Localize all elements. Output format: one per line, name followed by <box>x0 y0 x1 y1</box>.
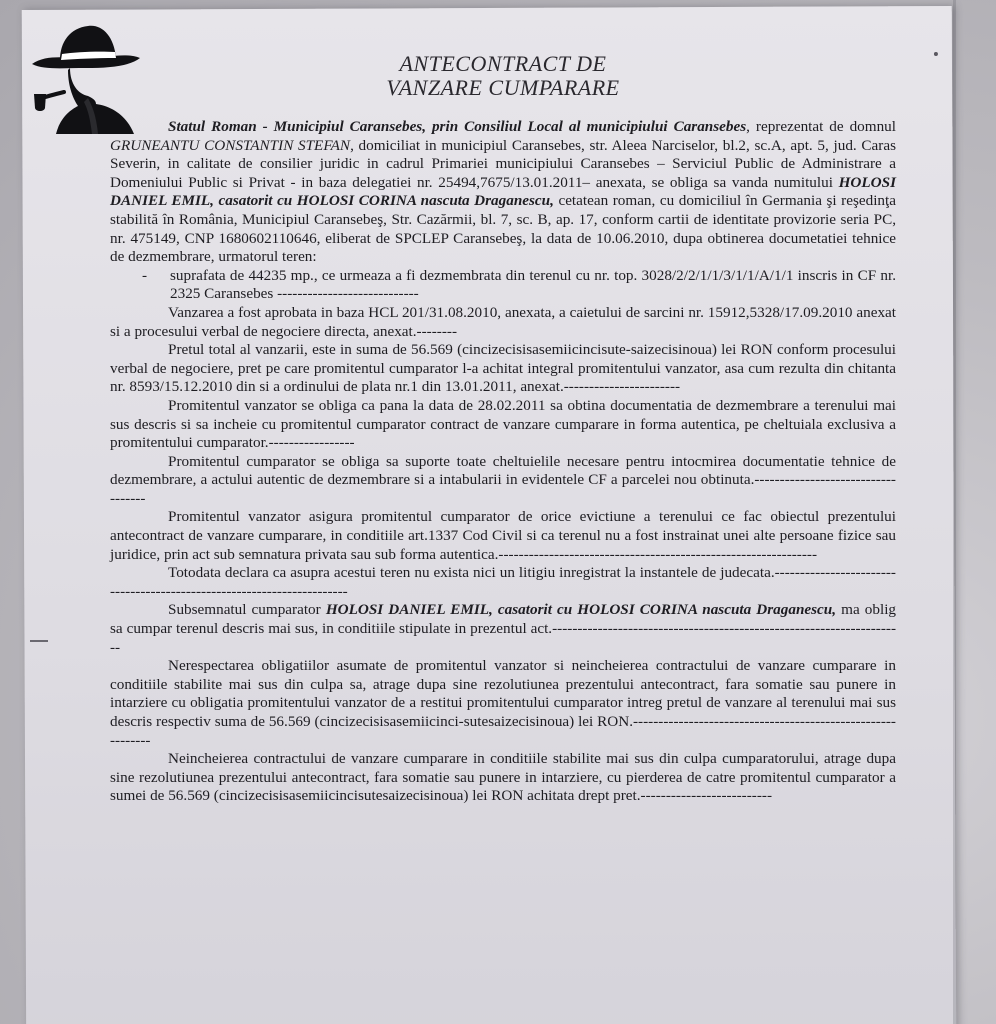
buyer-commitment-intro: Subsemnatul cumparator <box>168 601 326 619</box>
list-bullet: - <box>142 266 148 284</box>
margin-mark <box>30 640 48 642</box>
list-item <box>110 267 896 304</box>
paragraph-no-litigation: Totodata declara ca asupra acestui teren nu exista nici un litigiu inregistrat la instantele de judecata.----------------------------------------------------------------------- <box>110 564 896 600</box>
list-item-text: suprafata de 44235 mp., ce urmeaza a fi dezmembrata din terenul cu nr. top. 3028/2/2/1/1/3/1/1/A/1/1 inscris in CF nr. 2325 Caransebes ---------------------------- <box>170 266 896 303</box>
contract-body <box>110 42 896 806</box>
paragraph-parties-body-1: , domiciliat in municipiul Caransebes, str. Aleea Narciselor, bl.2, sc.A, apt. 5, jud. Caras Severin, in calitate de consilier juridic in cadrul Primariei municipiului Caransebes – Serviciul Public de Administrare a Domeniului Public si Privat - in baza delegatiei nr. 25494,7675/13.01.2011– anexata, se obliga sa vanda numitului <box>110 136 896 191</box>
seller-party: Statul Roman - Municipiul Caransebes, prin Consiliul Local al municipiului Caransebes <box>168 118 747 135</box>
title-line-1: ANTECONTRACT DE <box>399 51 607 76</box>
paragraph-price: Pretul total al vanzarii, este in suma de 56.569 (cincizecisisasemiicincisute-saizecisinoua) lei RON conform procesului verbal de negociere, pret pe care promitentul cumparator l-a achitat integral promitentului vanzator, asa cum rezulta din chitanta nr. 8593/15.12.2010 din si a ordinului de plata nr.1 din 13.01.2011, anexat.----------------------- <box>110 341 896 396</box>
title-line-2: VANZARE CUMPARARE <box>386 75 620 100</box>
buyer-commitment-rest: ma oblig sa cumpar terenul descris mai sus, in conditiile stipulate in prezentul act.---------------------------------------------------------------------- <box>110 601 897 656</box>
page-edge-shadow <box>953 0 956 1024</box>
buyer-name: HOLOSI DANIEL EMIL, casatorit cu HOLOSI CORINA nascuta Draganescu, <box>110 173 896 210</box>
document-title <box>110 52 896 100</box>
buyer-name-repeat: HOLOSI DANIEL EMIL, casatorit cu HOLOSI CORINA nascuta Draganescu, <box>325 601 837 619</box>
paragraph-buyer-commitment <box>110 601 896 657</box>
paragraph-approval: Vanzarea a fost aprobata in baza HCL 201/31.08.2010, anexata, a caietului de sarcini nr. 15912,5328/17.09.2010 anexat si a procesului verbal de negociere directa, anexat.-------- <box>110 303 896 340</box>
representative-name: GRUNEANTU CONSTANTIN STEFAN <box>110 136 351 154</box>
paragraph-seller-breach: Nerespectarea obligatiilor asumate de promitentul vanzator si neincheierea contractului de vanzare cumparare in conditiile stabilite mai sus din culpa sa, atrage dupa sine rezolutiunea prezentului antecontract, fara somatie sau punere in intarziere cu obligatia promitentului vanzator de a restitui promitentului cumparator intreg pretul de vanzare al terenului mai sus descris respectiv suma de 56.569 (cincizecisisasemiicinci-sutesaizecisinoua) lei RON.------------------------------------------------------------ <box>110 657 896 749</box>
paragraph-parties <box>110 118 896 267</box>
paragraph-parties-body-2: cetatean roman, cu domiciliul în Germania şi reşedinţa stabilită în România, Municipiul Caransebeş, Str. Cazărmii, bl. 7, sc. B, ap. 17, conform cartii de identitate provizorie seria PC, nr. 475149, CNP 1680602110646, eliberat de SPCLEP Caransebeş, la data de 10.06.2010, dupa obtinerea documetatiei tehnice de dezmembrare, urmatorul teren: <box>110 192 896 266</box>
paragraph-buyer-costs: Promitentul cumparator se obliga sa suporte toate cheltuielile necesare pentru intocmirea documentatie tehnice de dezmembrare, a actului autentic de dezmembrare si a intabularii in evidentele CF a parcelei nou obtinuta.----------------------------------- <box>110 452 896 507</box>
paragraph-buyer-breach: Neincheierea contractului de vanzare cumparare in conditiile stabilite mai sus din culpa cumparatorului, atrage dupa sine rezolutiunea prezentului antecontract, fara somatie sau punere in intarziere, cu pierderea de catre promitentul cumparator a sumei de 56.569 (cincizecisisasemiicincisutesaizecisinoua) lei RON achitata drept pret.-------------------------- <box>110 750 896 805</box>
ink-mark <box>934 52 938 56</box>
paragraph-eviction-guarantee: Promitentul vanzator asigura promitentul cumparator de orice evictiune a terenului ce fac obiectul prezentului antecontract de vanzare cumparare, in conditiile art.1337 Cod Civil si ca terenul nu a fost instrainat unei alte persoane fizice sau juridice, prin act sub semnatura privata sau sub forma autentica.--------------------------------------------------------------- <box>110 508 896 563</box>
representative-intro: , reprezentat de domnul <box>746 118 896 135</box>
paragraph-seller-obligation: Promitentul vanzator se obliga ca pana la data de 28.02.2011 sa obtina documentatia de dezmembrare a terenului mai sus descris si sa incheie cu promitentul cumparator contract de vanzare cumparare in forma autentica, pe cheltuiala exclusiva a promitentului cumparator.----------------- <box>110 396 896 452</box>
